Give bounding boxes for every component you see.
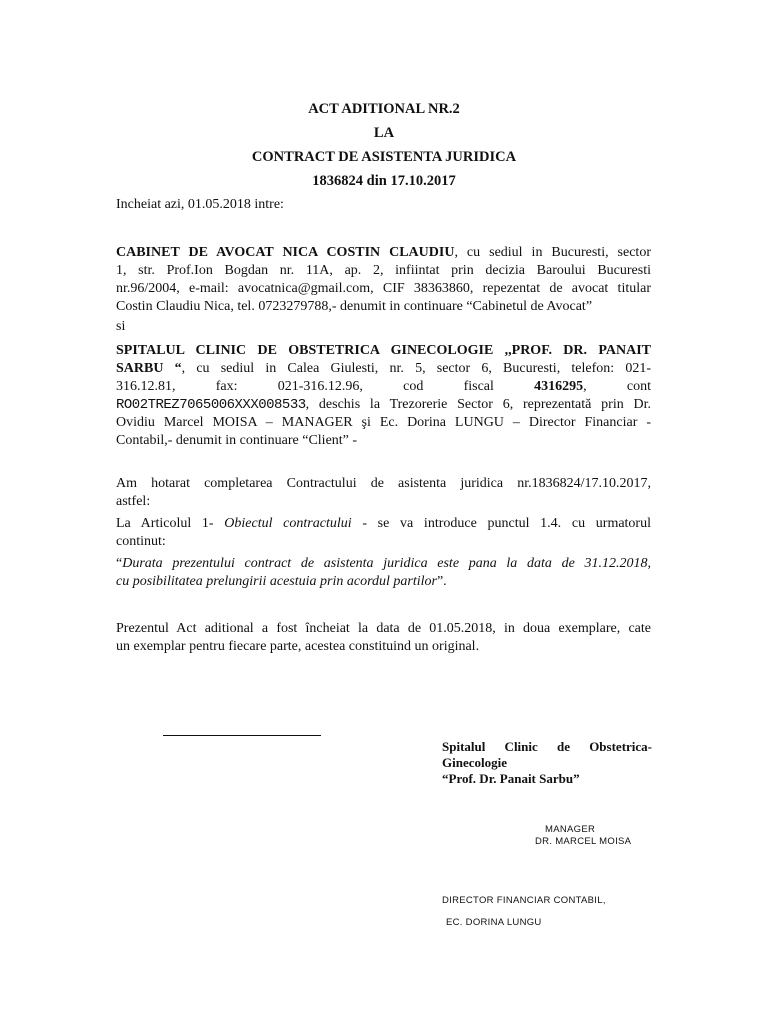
intro-text: Incheiat azi, 01.05.2018 intre: <box>116 197 284 212</box>
party2-line-2-text: , cu sediul in Calea Giulesti, nr. 5, sector 6, Bucuresti, telefon: 021- <box>181 361 651 376</box>
quote-close: ”. <box>436 574 447 589</box>
party2-account: RO02TREZ7065006XXX008533 <box>116 397 306 413</box>
decision-paragraph <box>116 475 651 511</box>
quote-line-2 <box>116 573 651 591</box>
party2-paragraph <box>116 342 651 450</box>
title-line-2: LA <box>373 125 395 141</box>
quote-line-1 <box>116 555 651 573</box>
hospital-sign-line-1: Spitalul Clinic de Obstetrica- <box>442 739 652 754</box>
party2-name-line-2: SARBU “ <box>116 361 182 376</box>
party1-name: CABINET DE AVOCAT NICA COSTIN CLAUDIU <box>116 245 455 260</box>
party1-line-1-text: , cu sediul in Bucuresti, sector <box>454 245 651 260</box>
director-title: DIRECTOR FINANCIAR CONTABIL, <box>442 895 606 906</box>
title-line-3: CONTRACT DE ASISTENTA JURIDICA <box>251 149 517 165</box>
conjunction: si <box>116 319 126 334</box>
hospital-sign-line-2: Ginecologie <box>442 755 507 770</box>
party1-line-3: nr.96/2004, e-mail: avocatnica@gmail.com, CIF 38363860, repezentat de avocat titular <box>116 281 651 296</box>
manager-name: DR. MARCEL MOISA <box>535 836 632 847</box>
article-object: Obiectul contractului <box>224 516 352 531</box>
party2-line-4 <box>116 396 651 414</box>
article-paragraph <box>116 515 651 551</box>
title-line-1: ACT ADITIONAL NR.2 <box>308 101 460 117</box>
party2-line-6: Contabil,- denumit in continuare “Client” - <box>116 433 358 448</box>
party2-line-2 <box>116 360 651 378</box>
quote-line-1-text: Durata prezentului contract de asistenta juridica este pana la data de 31.12.2018, <box>122 556 651 571</box>
quote-line-2-text: cu posibilitatea prelungirii acestuia prin acordul partilor <box>116 574 437 589</box>
director-name: EC. DORINA LUNGU <box>446 917 542 928</box>
closing-paragraph <box>116 620 651 656</box>
party2-comma: , <box>583 379 587 394</box>
article-suffix: - se va introduce punctul 1.4. cu urmatorul <box>351 516 651 531</box>
quote-paragraph <box>116 555 651 591</box>
title-line-4: 1836824 din 17.10.2017 <box>312 173 456 189</box>
party1-line-2: 1, str. Prof.Ion Bogdan nr. 11A, ap. 2, infiintat prin decizia Baroului Bucuresti <box>116 263 651 278</box>
article-line-1 <box>116 515 651 533</box>
article-prefix: La Articolul 1- <box>116 516 225 531</box>
party2-fiscal-code: 4316295 <box>534 379 584 394</box>
hospital-sign-line-3: “Prof. Dr. Panait Sarbu” <box>442 771 580 786</box>
party2-line-3 <box>116 378 651 396</box>
party2-cod-label: cod <box>403 379 424 394</box>
party2-phone-2: 316.12.81, <box>116 379 176 394</box>
party2-fax: 021-316.12.96, <box>277 379 363 394</box>
party1-paragraph <box>116 244 651 316</box>
article-line-2: continut: <box>116 534 166 549</box>
quote-open: “ <box>116 556 123 571</box>
party2-fax-label: fax: <box>215 379 238 394</box>
party2-fiscal-label: fiscal <box>463 379 494 394</box>
hospital-signature-block <box>442 739 652 787</box>
decision-line-1: Am hotarat completarea Contractului de asistenta juridica nr.1836824/17.10.2017, <box>116 476 651 491</box>
closing-line-2: un exemplar pentru fiecare parte, acestea constituind un original. <box>116 639 480 654</box>
signature-line <box>163 735 321 736</box>
closing-line-1: Prezentul Act aditional a fost încheiat la data de 01.05.2018, in doua exemplare, cate <box>116 621 651 636</box>
party2-account-label: cont <box>626 379 651 394</box>
party2-name-line-1: SPITALUL CLINIC DE OBSTETRICA GINECOLOGIE ,,PROF. DR. PANAIT <box>116 343 651 358</box>
party1-line-1 <box>116 244 651 262</box>
decision-line-2: astfel: <box>116 494 151 509</box>
party2-line-4-text: , deschis la Trezorerie Sector 6, reprezentată prin Dr. <box>305 397 651 412</box>
party2-line-5: Ovidiu Marcel MOISA – MANAGER şi Ec. Dorina LUNGU – Director Financiar - <box>116 415 651 430</box>
party1-line-4: Costin Claudiu Nica, tel. 0723279788,- denumit in continuare “Cabinetul de Avocat” <box>116 299 593 314</box>
manager-title: MANAGER <box>545 824 596 835</box>
